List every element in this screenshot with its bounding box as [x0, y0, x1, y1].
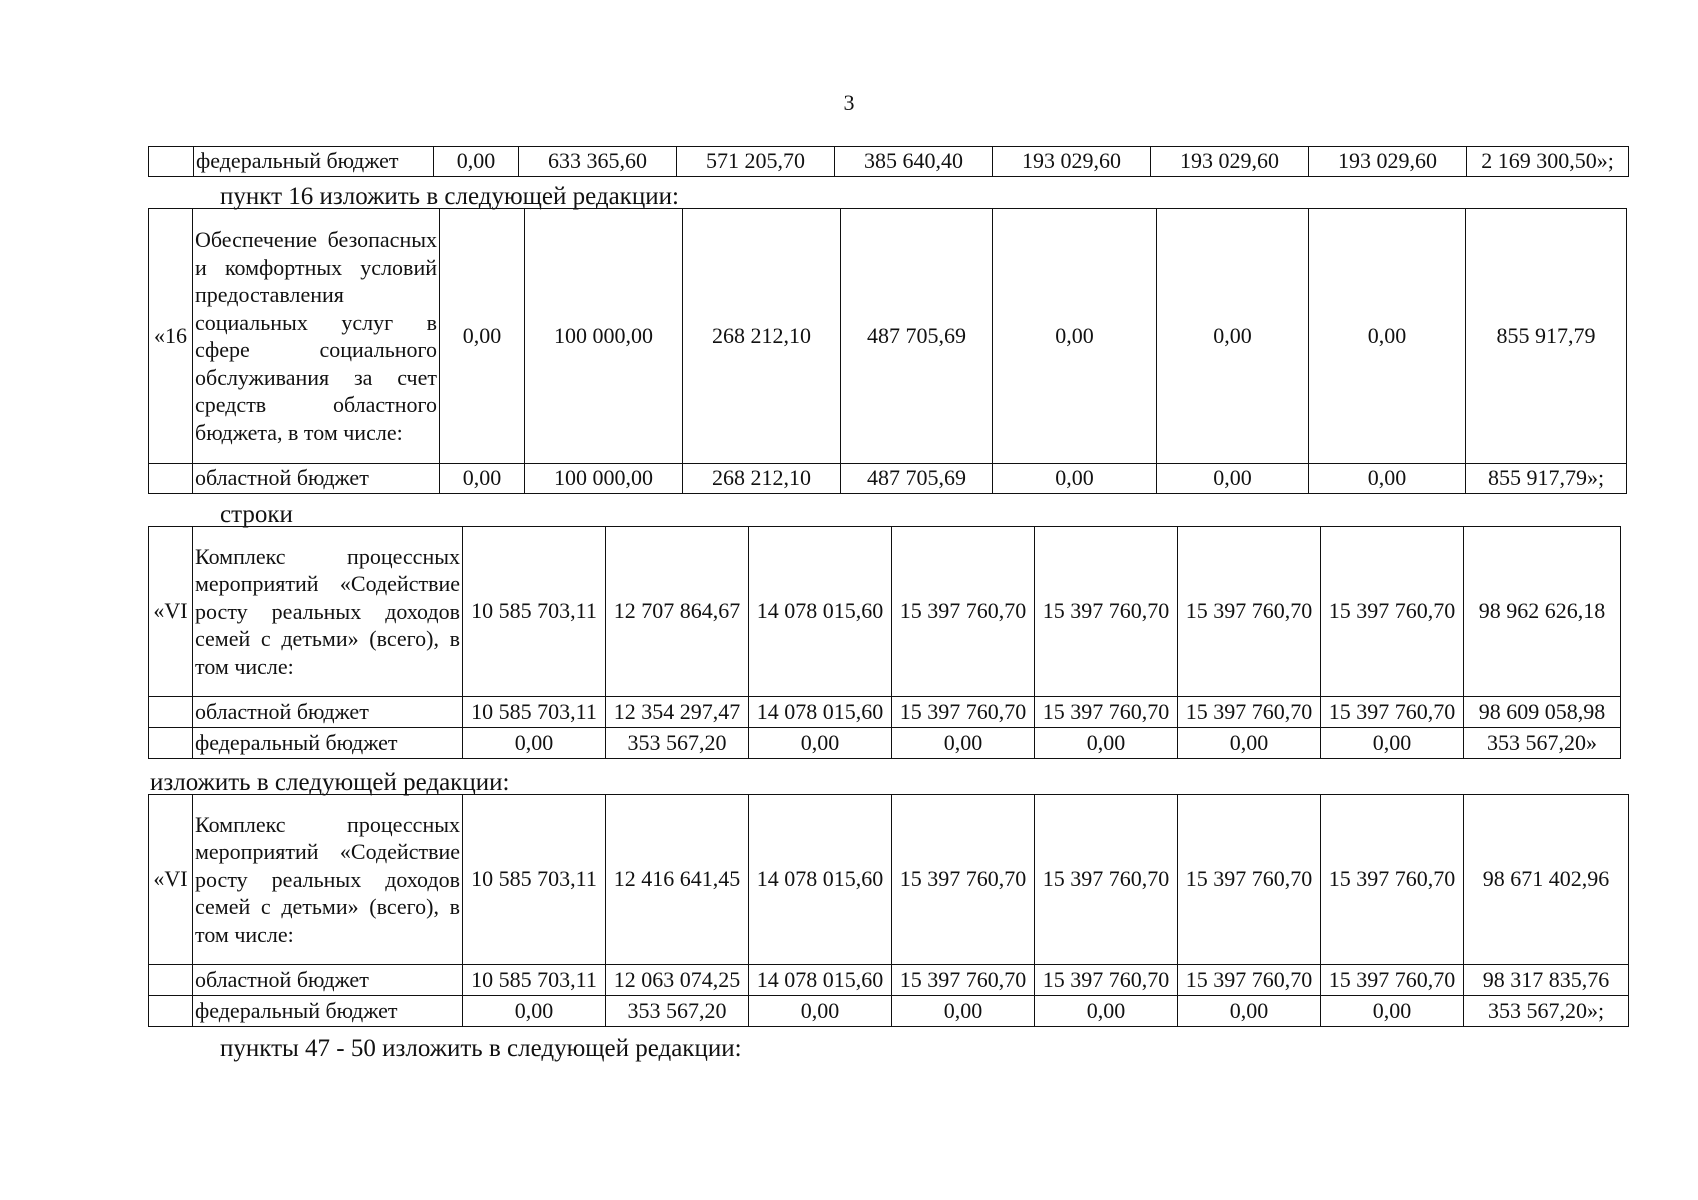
value-cell: 0,00 [440, 209, 525, 464]
table-federal-continuation [148, 146, 1629, 177]
caption-points-47-50: пункты 47 - 50 изложить в следующей редакции: [220, 1035, 742, 1062]
row-number: «VI [149, 527, 193, 697]
value-cell: 15 397 760,70 [1035, 697, 1178, 728]
value-cell: 15 397 760,70 [1035, 795, 1178, 965]
value-cell: 0,00 [993, 209, 1157, 464]
value-cell: 10 585 703,11 [463, 965, 606, 996]
value-cell: 15 397 760,70 [892, 965, 1035, 996]
value-cell: 353 567,20 [606, 728, 749, 759]
value-cell: 855 917,79 [1466, 209, 1627, 464]
value-cell: 633 365,60 [519, 147, 677, 177]
value-cell: 0,00 [1321, 996, 1464, 1027]
value-cell: 0,00 [434, 147, 519, 177]
row-label: федеральный бюджет [193, 996, 463, 1027]
value-cell: 12 063 074,25 [606, 965, 749, 996]
value-cell: 0,00 [1178, 996, 1321, 1027]
value-cell: 268 212,10 [683, 209, 841, 464]
table-row [149, 527, 1621, 697]
value-cell: 487 705,69 [841, 464, 993, 494]
value-cell: 14 078 015,60 [749, 795, 892, 965]
value-cell: 385 640,40 [835, 147, 993, 177]
table-row [149, 996, 1629, 1027]
table-row [149, 209, 1627, 464]
value-cell: 0,00 [463, 996, 606, 1027]
value-cell: 15 397 760,70 [1178, 697, 1321, 728]
row-number: «VI [149, 795, 193, 965]
row-label: областной бюджет [193, 697, 463, 728]
value-cell: 15 397 760,70 [892, 697, 1035, 728]
value-cell: 571 205,70 [677, 147, 835, 177]
value-cell: 100 000,00 [525, 209, 683, 464]
table-row [149, 965, 1629, 996]
value-cell: 0,00 [463, 728, 606, 759]
row-number [149, 464, 193, 494]
value-cell: 12 707 864,67 [606, 527, 749, 697]
row-number [149, 147, 194, 177]
table-rows-vi-old [148, 526, 1621, 759]
value-cell: 353 567,20»; [1464, 996, 1629, 1027]
value-cell: 12 416 641,45 [606, 795, 749, 965]
value-cell: 15 397 760,70 [1321, 795, 1464, 965]
value-cell: 0,00 [749, 996, 892, 1027]
value-cell: 10 585 703,11 [463, 795, 606, 965]
row-label: Комплекс процессных мероприятий «Содействие росту реальных доходов семей с детьми» (всего), в том числе: [193, 527, 463, 697]
value-cell: 855 917,79»; [1466, 464, 1627, 494]
value-cell: 98 671 402,96 [1464, 795, 1629, 965]
caption-point-16: пункт 16 изложить в следующей редакции: [220, 183, 679, 210]
table-rows-vi-new [148, 794, 1629, 1027]
table-row [149, 728, 1621, 759]
value-cell: 0,00 [1309, 209, 1466, 464]
table-row [149, 147, 1629, 177]
value-cell: 193 029,60 [1151, 147, 1309, 177]
row-label: федеральный бюджет [194, 147, 434, 177]
table-row [149, 464, 1627, 494]
value-cell: 193 029,60 [1309, 147, 1467, 177]
value-cell: 0,00 [1157, 464, 1309, 494]
value-cell: 15 397 760,70 [1321, 965, 1464, 996]
table-row [149, 697, 1621, 728]
table-point-16 [148, 208, 1627, 494]
value-cell: 15 397 760,70 [1035, 965, 1178, 996]
value-cell: 353 567,20 [606, 996, 749, 1027]
value-cell: 15 397 760,70 [1321, 527, 1464, 697]
page-number: 3 [843, 90, 855, 115]
value-cell: 0,00 [749, 728, 892, 759]
value-cell: 98 962 626,18 [1464, 527, 1621, 697]
value-cell: 14 078 015,60 [749, 965, 892, 996]
row-number [149, 996, 193, 1027]
row-number [149, 697, 193, 728]
value-cell: 15 397 760,70 [1178, 527, 1321, 697]
value-cell: 14 078 015,60 [749, 697, 892, 728]
value-cell: 15 397 760,70 [892, 795, 1035, 965]
caption-rows: строки [220, 501, 293, 528]
value-cell: 0,00 [1309, 464, 1466, 494]
value-cell: 98 609 058,98 [1464, 697, 1621, 728]
value-cell: 98 317 835,76 [1464, 965, 1629, 996]
row-label: федеральный бюджет [193, 728, 463, 759]
value-cell: 10 585 703,11 [463, 527, 606, 697]
value-cell: 487 705,69 [841, 209, 993, 464]
row-label: областной бюджет [193, 464, 440, 494]
value-cell: 0,00 [1321, 728, 1464, 759]
value-cell: 15 397 760,70 [1178, 795, 1321, 965]
row-number [149, 728, 193, 759]
value-cell: 0,00 [1157, 209, 1309, 464]
value-cell: 15 397 760,70 [1321, 697, 1464, 728]
value-cell: 0,00 [892, 996, 1035, 1027]
row-label: областной бюджет [193, 965, 463, 996]
value-cell: 0,00 [1178, 728, 1321, 759]
value-cell: 268 212,10 [683, 464, 841, 494]
value-cell: 15 397 760,70 [1035, 527, 1178, 697]
value-cell: 0,00 [892, 728, 1035, 759]
row-label: Обеспечение безопасных и комфортных условий предоставления социальных услуг в сфере социального обслуживания за счет средств областного бюджета, в том числе: [193, 209, 440, 464]
value-cell: 2 169 300,50»; [1467, 147, 1629, 177]
value-cell: 10 585 703,11 [463, 697, 606, 728]
value-cell: 193 029,60 [993, 147, 1151, 177]
value-cell: 100 000,00 [525, 464, 683, 494]
row-number: «16 [149, 209, 193, 464]
value-cell: 0,00 [1035, 728, 1178, 759]
value-cell: 353 567,20» [1464, 728, 1621, 759]
value-cell: 14 078 015,60 [749, 527, 892, 697]
value-cell: 15 397 760,70 [892, 527, 1035, 697]
value-cell: 15 397 760,70 [1178, 965, 1321, 996]
row-label: Комплекс процессных мероприятий «Содействие росту реальных доходов семей с детьми» (всего), в том числе: [193, 795, 463, 965]
value-cell: 12 354 297,47 [606, 697, 749, 728]
row-number [149, 965, 193, 996]
value-cell: 0,00 [1035, 996, 1178, 1027]
table-row [149, 795, 1629, 965]
value-cell: 0,00 [440, 464, 525, 494]
caption-new-edition: изложить в следующей редакции: [150, 769, 510, 796]
value-cell: 0,00 [993, 464, 1157, 494]
